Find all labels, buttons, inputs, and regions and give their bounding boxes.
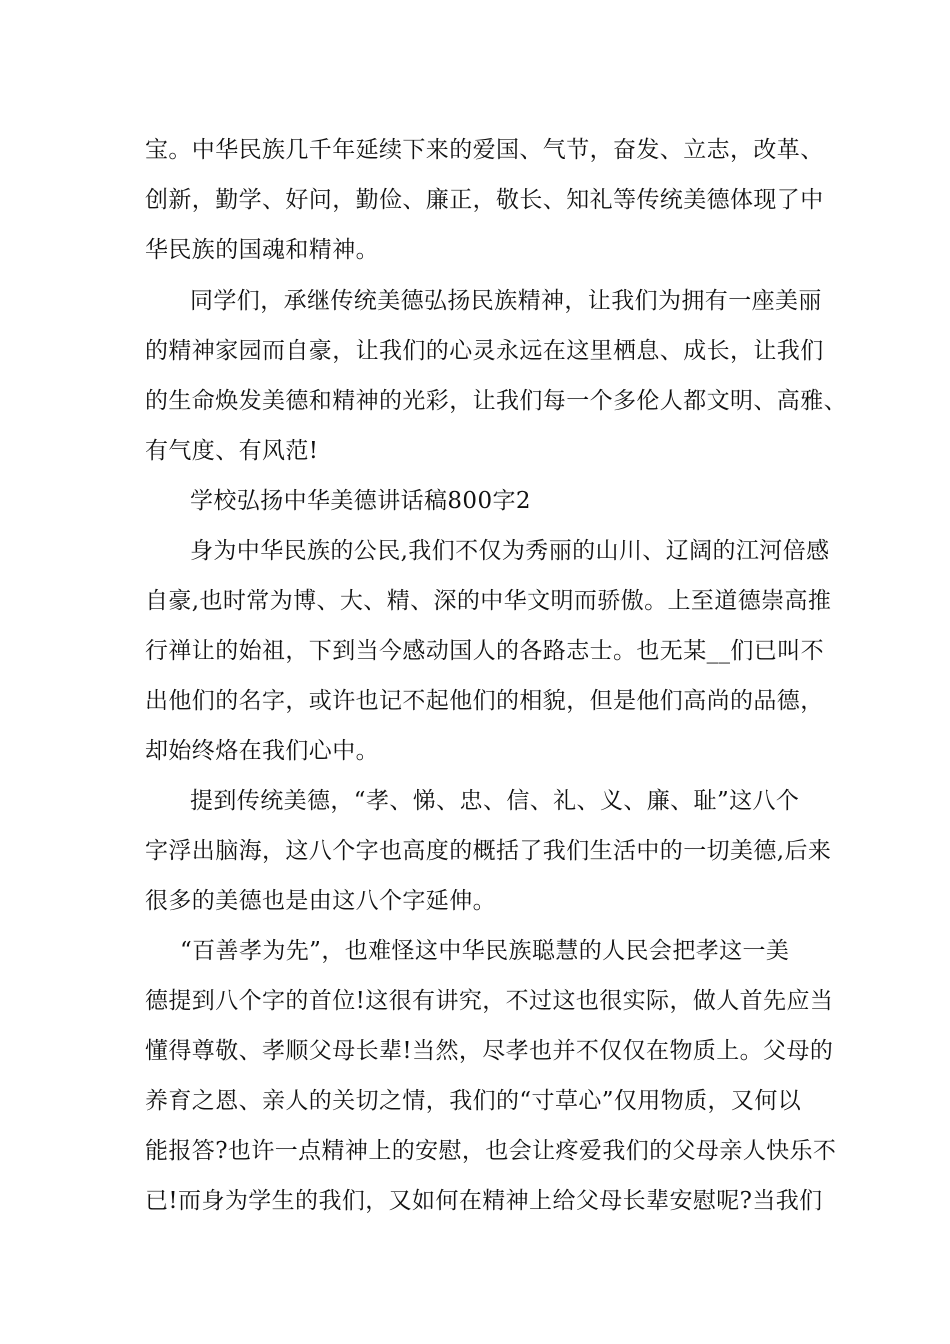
text-line: 很多的美德也是由这八个字延伸。 xyxy=(145,888,496,914)
paragraph-start-line: “百善孝为先”，也难怪这中华民族聪慧的人民会把孝这一美 xyxy=(180,938,790,964)
text-line: 能报答?也许一点精神上的安慰，也会让疼爱我们的父母亲人快乐不 xyxy=(145,1138,837,1164)
text-line: 行禅让的始祖，下到当今感动国人的各路志士。也无某__们已叫不 xyxy=(145,638,824,664)
text-line: 的精神家园而自豪，让我们的心灵永远在这里栖息、成长，让我们 xyxy=(145,338,824,364)
text-line: 华民族的国魂和精神。 xyxy=(145,237,379,263)
text-line: 宝。中华民族几千年延续下来的爱国、气节，奋发、立志，改革、 xyxy=(145,137,824,163)
paragraph-start-line: 同学们，承继传统美德弘扬民族精神，让我们为拥有一座美丽 xyxy=(190,288,822,314)
section-title: 学校弘扬中华美德讲话稿800字2 xyxy=(190,488,531,514)
paragraph-start-line: 提到传统美德，“孝、悌、忠、信、礼、义、廉、耻”这八个 xyxy=(190,788,800,814)
text-line: 创新，勤学、好问，勤俭、廉正，敬长、知礼等传统美德体现了中 xyxy=(145,187,824,213)
text-line: 的生命焕发美德和精神的光彩，让我们每一个多伦人都文明、高雅、 xyxy=(145,388,847,414)
text-line: 出他们的名字，或许也记不起他们的相貌，但是他们高尚的品德， xyxy=(145,688,824,714)
text-line: 字浮出脑海，这八个字也高度的概括了我们生活中的一切美德,后来 xyxy=(145,838,832,864)
text-line: 懂得尊敬、孝顺父母长辈!当然，尽孝也并不仅仅在物质上。父母的 xyxy=(145,1038,834,1064)
paragraph-start-line: 身为中华民族的公民,我们不仅为秀丽的山川、辽阔的江河倍感 xyxy=(190,538,830,564)
text-line: 却始终烙在我们心中。 xyxy=(145,738,379,764)
text-line: 自豪,也时常为博、大、精、深的中华文明而骄傲。上至道德崇高推 xyxy=(145,588,832,614)
text-line: 有气度、有风范! xyxy=(145,438,319,464)
text-line: 德提到八个字的首位!这很有讲究，不过这也很实际，做人首先应当 xyxy=(145,988,834,1014)
text-line: 已!而身为学生的我们，又如何在精神上给父母长辈安慰呢?当我们 xyxy=(145,1188,823,1214)
text-line: 养育之恩、亲人的关切之情，我们的“寸草心”仅用物质，又何以 xyxy=(145,1088,802,1114)
